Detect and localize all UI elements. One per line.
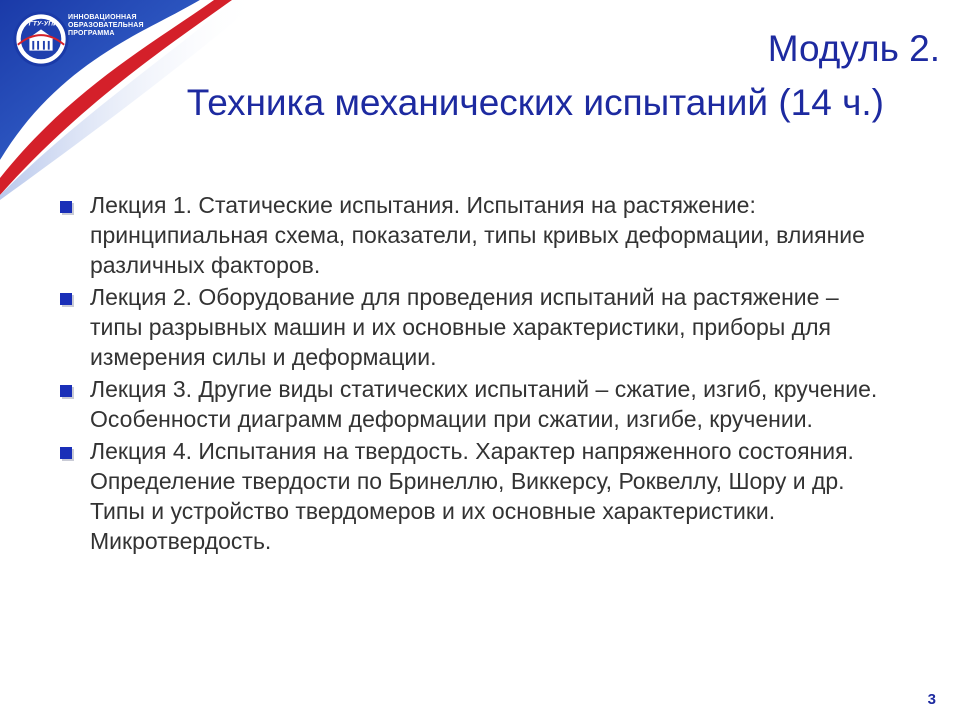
lecture-text: Лекция 2. Оборудование для проведения испытаний на растяжение – типы разрывных машин и их основные характеристики, приборы для измерения силы и деформации. <box>90 284 839 370</box>
page-number: 3 <box>927 691 936 708</box>
list-item <box>56 190 896 280</box>
title-line-1: Модуль 2. <box>767 28 940 69</box>
lecture-text: Лекция 3. Другие виды статических испытаний – сжатие, изгиб, кручение. Особенности диаграмм деформации при сжатии, изгибе, кручении. <box>90 376 878 432</box>
list-item <box>56 374 896 434</box>
slide-title <box>60 22 940 130</box>
square-bullet-icon <box>60 201 72 213</box>
square-bullet-icon <box>60 293 72 305</box>
emblem-label: УГТУ-УПИ <box>24 20 58 28</box>
title-line-2: Техника механических испытаний (14 ч.) <box>186 82 884 123</box>
program-label: ИННОВАЦИОННАЯ ОБРАЗОВАТЕЛЬНАЯ ПРОГРАММА <box>68 14 144 37</box>
square-bullet-icon <box>60 447 72 459</box>
list-item <box>56 436 896 556</box>
lecture-list <box>56 190 896 558</box>
list-item <box>56 282 896 372</box>
lecture-text: Лекция 1. Статические испытания. Испытания на растяжение: принципиальная схема, показатели, типы кривых деформации, влияние различных факторов. <box>90 192 865 278</box>
square-bullet-icon <box>60 385 72 397</box>
lecture-text: Лекция 4. Испытания на твердость. Характер напряженного состояния. Определение твердости по Бринеллю, Виккерсу, Роквеллу, Шору и др. Типы и устройство твердомеров и их основные характеристики. Микротвердость. <box>90 438 854 554</box>
